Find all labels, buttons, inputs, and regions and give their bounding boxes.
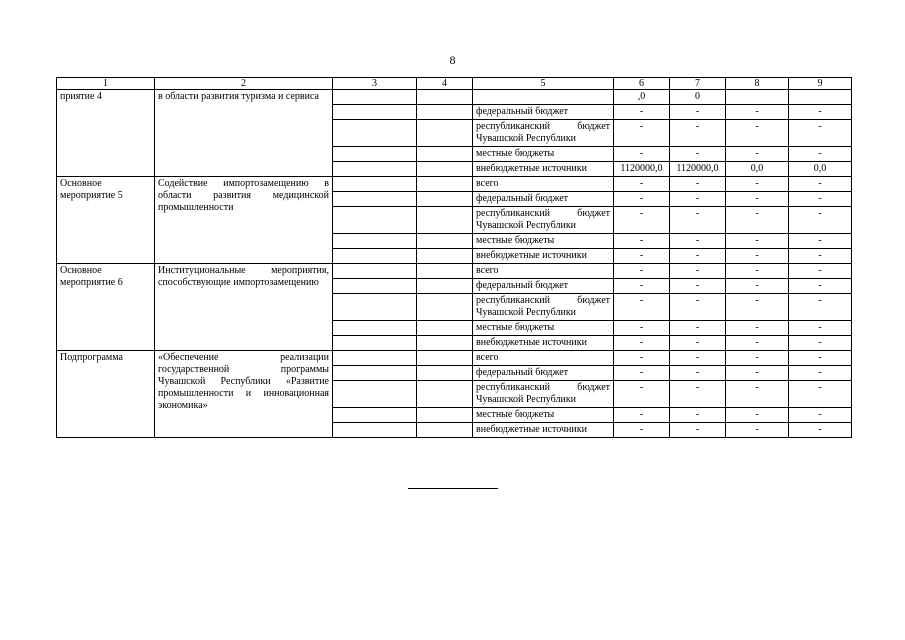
- value-cell-v8: [726, 90, 789, 105]
- header-row: [57, 78, 852, 90]
- value-cell-v6: -: [614, 366, 670, 381]
- value-cell-v7: -: [670, 147, 726, 162]
- value-cell-v9: -: [789, 408, 852, 423]
- value-cell-v7: -: [670, 423, 726, 438]
- col-header-8: 8: [726, 78, 789, 90]
- col-4-cell: [417, 381, 473, 408]
- value-cell-v9: -: [789, 105, 852, 120]
- col-4-cell: [417, 249, 473, 264]
- value-cell-v7: -: [670, 366, 726, 381]
- col-4-cell: [417, 147, 473, 162]
- funding-source-cell: внебюджетные источники: [473, 249, 614, 264]
- value-cell-v8: -: [726, 234, 789, 249]
- col-4-cell: [417, 321, 473, 336]
- col-4-cell: [417, 177, 473, 192]
- col-3-cell: [333, 336, 417, 351]
- value-cell-v8: -: [726, 423, 789, 438]
- value-cell-v7: -: [670, 207, 726, 234]
- value-cell-v9: -: [789, 234, 852, 249]
- value-cell-v9: -: [789, 177, 852, 192]
- value-cell-v9: -: [789, 294, 852, 321]
- value-cell-v8: -: [726, 381, 789, 408]
- value-cell-v7: -: [670, 177, 726, 192]
- value-cell-v6: -: [614, 264, 670, 279]
- value-cell-v6: -: [614, 423, 670, 438]
- value-cell-v6: -: [614, 177, 670, 192]
- value-cell-v9: -: [789, 351, 852, 366]
- col-header-3: 3: [333, 78, 417, 90]
- measure-description-cell: Содействие импортозамещению в области развития медицинской промышленности: [155, 177, 333, 264]
- value-cell-v6: -: [614, 105, 670, 120]
- value-cell-v7: -: [670, 264, 726, 279]
- value-cell-v9: -: [789, 336, 852, 351]
- col-3-cell: [333, 294, 417, 321]
- value-cell-v6: -: [614, 336, 670, 351]
- col-3-cell: [333, 381, 417, 408]
- col-4-cell: [417, 234, 473, 249]
- funding-source-cell: местные бюджеты: [473, 408, 614, 423]
- value-cell-v8: -: [726, 105, 789, 120]
- value-cell-v7: -: [670, 294, 726, 321]
- measure-name-cell: приятие 4: [57, 90, 155, 177]
- value-cell-v7: -: [670, 336, 726, 351]
- value-cell-v7: -: [670, 192, 726, 207]
- col-3-cell: [333, 120, 417, 147]
- col-3-cell: [333, 408, 417, 423]
- value-cell-v6: -: [614, 381, 670, 408]
- col-header-4: 4: [417, 78, 473, 90]
- col-3-cell: [333, 90, 417, 105]
- measure-description-cell: «Обеспечение реализации государственной программы Чувашской Республики «Развитие промышленности и инновационная экономика»: [155, 351, 333, 438]
- col-3-cell: [333, 279, 417, 294]
- value-cell-v7: -: [670, 105, 726, 120]
- col-3-cell: [333, 351, 417, 366]
- value-cell-v6: 1120000,0: [614, 162, 670, 177]
- col-4-cell: [417, 408, 473, 423]
- value-cell-v8: 0,0: [726, 162, 789, 177]
- col-3-cell: [333, 249, 417, 264]
- value-cell-v8: -: [726, 264, 789, 279]
- measure-description-cell: Институциональные мероприятия, способствующие импортозамещению: [155, 264, 333, 351]
- value-cell-v7: -: [670, 408, 726, 423]
- col-4-cell: [417, 351, 473, 366]
- value-cell-v6: -: [614, 279, 670, 294]
- value-cell-v6: -: [614, 120, 670, 147]
- col-3-cell: [333, 207, 417, 234]
- col-header-1: 1: [57, 78, 155, 90]
- value-cell-v8: -: [726, 249, 789, 264]
- value-cell-v9: -: [789, 321, 852, 336]
- col-4-cell: [417, 294, 473, 321]
- funding-source-cell: республиканский бюджет Чувашской Республики: [473, 207, 614, 234]
- col-4-cell: [417, 423, 473, 438]
- value-cell-v7: -: [670, 279, 726, 294]
- value-cell-v8: -: [726, 294, 789, 321]
- value-cell-v8: -: [726, 321, 789, 336]
- value-cell-v8: -: [726, 192, 789, 207]
- measure-name-cell: Основное мероприятие 6: [57, 264, 155, 351]
- value-cell-v9: -: [789, 381, 852, 408]
- value-cell-v7: -: [670, 120, 726, 147]
- funding-source-cell: федеральный бюджет: [473, 105, 614, 120]
- value-cell-v9: [789, 90, 852, 105]
- table-row: [57, 351, 852, 366]
- table-body: [57, 90, 852, 438]
- measure-name-cell: Основное мероприятие 5: [57, 177, 155, 264]
- funding-source-cell: федеральный бюджет: [473, 366, 614, 381]
- value-cell-v9: -: [789, 249, 852, 264]
- col-3-cell: [333, 177, 417, 192]
- value-cell-v9: -: [789, 120, 852, 147]
- funding-source-cell: республиканский бюджет Чувашской Республики: [473, 294, 614, 321]
- funding-source-cell: внебюджетные источники: [473, 423, 614, 438]
- measure-name-cell: Подпрограмма: [57, 351, 155, 438]
- value-cell-v8: -: [726, 147, 789, 162]
- value-cell-v6: -: [614, 192, 670, 207]
- col-4-cell: [417, 105, 473, 120]
- col-4-cell: [417, 279, 473, 294]
- value-cell-v6: -: [614, 249, 670, 264]
- funding-source-cell: местные бюджеты: [473, 234, 614, 249]
- value-cell-v9: 0,0: [789, 162, 852, 177]
- value-cell-v8: -: [726, 336, 789, 351]
- funding-source-cell: местные бюджеты: [473, 147, 614, 162]
- value-cell-v7: -: [670, 351, 726, 366]
- funding-source-cell: республиканский бюджет Чувашской Республики: [473, 381, 614, 408]
- value-cell-v9: -: [789, 279, 852, 294]
- value-cell-v8: -: [726, 351, 789, 366]
- value-cell-v6: -: [614, 321, 670, 336]
- value-cell-v8: -: [726, 279, 789, 294]
- value-cell-v7: -: [670, 249, 726, 264]
- value-cell-v8: -: [726, 177, 789, 192]
- col-header-9: 9: [789, 78, 852, 90]
- funding-source-cell: федеральный бюджет: [473, 279, 614, 294]
- footer-separator-line: [408, 488, 498, 489]
- value-cell-v6: -: [614, 234, 670, 249]
- value-cell-v9: -: [789, 366, 852, 381]
- value-cell-v7: -: [670, 321, 726, 336]
- col-header-5: 5: [473, 78, 614, 90]
- funding-source-cell: всего: [473, 177, 614, 192]
- funding-source-cell: внебюджетные источники: [473, 336, 614, 351]
- col-3-cell: [333, 147, 417, 162]
- value-cell-v8: -: [726, 408, 789, 423]
- value-cell-v6: ,0: [614, 90, 670, 105]
- value-cell-v8: -: [726, 366, 789, 381]
- col-3-cell: [333, 321, 417, 336]
- page-number: 8: [449, 53, 456, 67]
- funding-source-cell: [473, 90, 614, 105]
- col-4-cell: [417, 120, 473, 147]
- table-row: [57, 264, 852, 279]
- col-4-cell: [417, 366, 473, 381]
- col-header-7: 7: [670, 78, 726, 90]
- value-cell-v9: -: [789, 192, 852, 207]
- col-header-6: 6: [614, 78, 670, 90]
- value-cell-v7: 1120000,0: [670, 162, 726, 177]
- value-cell-v6: -: [614, 207, 670, 234]
- col-3-cell: [333, 234, 417, 249]
- value-cell-v9: -: [789, 423, 852, 438]
- value-cell-v7: 0: [670, 90, 726, 105]
- value-cell-v8: -: [726, 120, 789, 147]
- funding-source-cell: всего: [473, 351, 614, 366]
- col-4-cell: [417, 192, 473, 207]
- value-cell-v9: -: [789, 207, 852, 234]
- col-3-cell: [333, 162, 417, 177]
- col-3-cell: [333, 423, 417, 438]
- col-4-cell: [417, 162, 473, 177]
- col-3-cell: [333, 366, 417, 381]
- col-header-2: 2: [155, 78, 333, 90]
- funding-source-cell: внебюджетные источники: [473, 162, 614, 177]
- value-cell-v7: -: [670, 381, 726, 408]
- value-cell-v6: -: [614, 408, 670, 423]
- value-cell-v8: -: [726, 207, 789, 234]
- table-row: [57, 90, 852, 105]
- col-4-cell: [417, 207, 473, 234]
- col-4-cell: [417, 90, 473, 105]
- col-3-cell: [333, 105, 417, 120]
- col-4-cell: [417, 336, 473, 351]
- funding-source-cell: всего: [473, 264, 614, 279]
- budget-table: [56, 77, 852, 438]
- value-cell-v7: -: [670, 234, 726, 249]
- col-3-cell: [333, 192, 417, 207]
- funding-source-cell: федеральный бюджет: [473, 192, 614, 207]
- funding-source-cell: местные бюджеты: [473, 321, 614, 336]
- measure-description-cell: в области развития туризма и сервиса: [155, 90, 333, 177]
- value-cell-v9: -: [789, 264, 852, 279]
- funding-source-cell: республиканский бюджет Чувашской Республики: [473, 120, 614, 147]
- col-4-cell: [417, 264, 473, 279]
- value-cell-v6: -: [614, 294, 670, 321]
- table-row: [57, 177, 852, 192]
- col-3-cell: [333, 264, 417, 279]
- value-cell-v9: -: [789, 147, 852, 162]
- value-cell-v6: -: [614, 351, 670, 366]
- value-cell-v6: -: [614, 147, 670, 162]
